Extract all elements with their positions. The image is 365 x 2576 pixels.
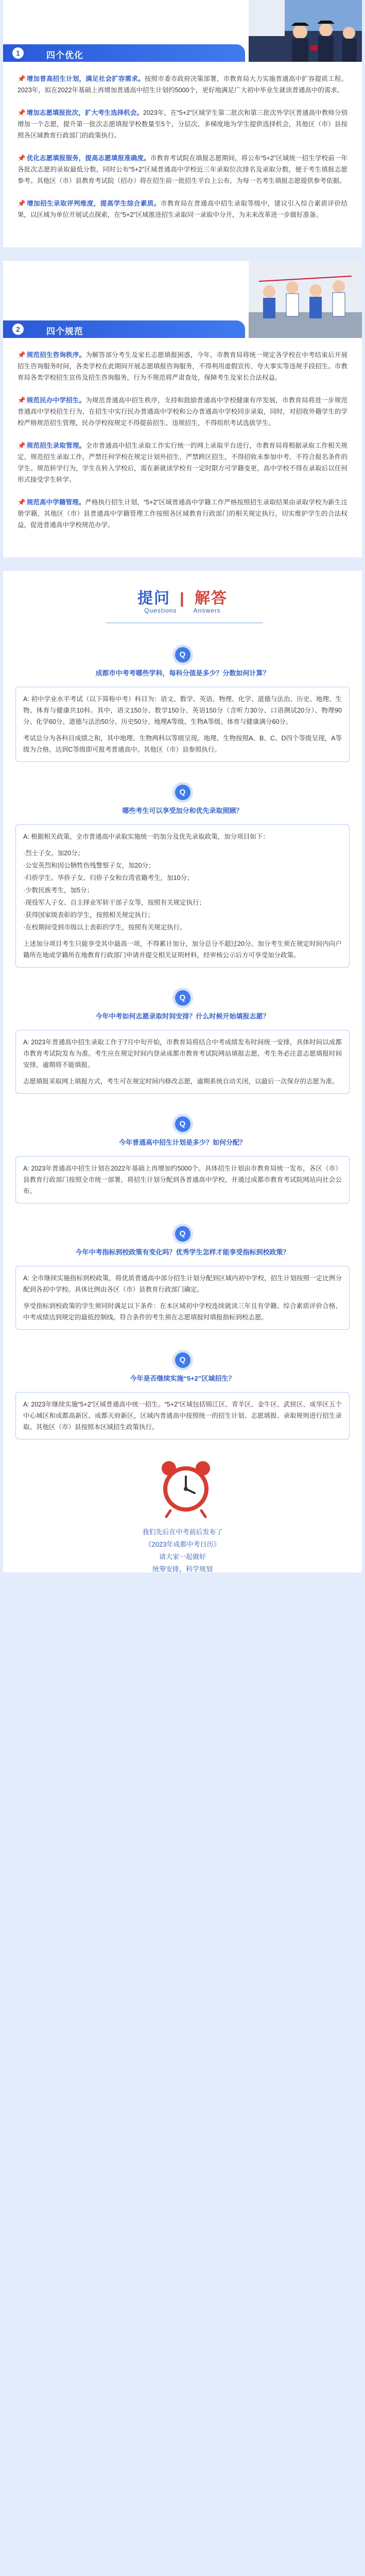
question-icon: Q bbox=[175, 785, 190, 800]
footer-line: 统筹安排，科学规划 bbox=[152, 1565, 213, 1573]
question-icon: Q bbox=[175, 1116, 190, 1132]
spacer bbox=[0, 247, 365, 261]
answer-box bbox=[15, 1266, 350, 1330]
policy-text: 为规范普通高中招生秩序，支持和鼓励普通高中学校健康有序发展，市教育局将进一步规范普通高中学校招生行为，在招生中实行民办普通高中学校和公办普通高中学校同步录取，同时，对招收外籍学生的学校严格规范招生管理，民办学校按规定不得提前招生、违规招生，不得组织考试选拔学生。 bbox=[18, 397, 347, 427]
policy-text: 全市普通高中招生录取工作实行统一的网上录取平台进行，市教育局将根据录取工作相关规定，规范招生录取工作，严禁任何学校在规定计划外招生，严禁跨区招生，不得招收未参加中考、不符合报名条件的学生。规范转学行为，学生在转入学校后，需在新就读学校有一定时限方可学籍变更，高中学校不得在录取后以任何形式接受学生转学。 bbox=[18, 442, 347, 483]
answer-paragraph: A: 2023年继续实施“5+2”区域普通高中统一招生。“5+2”区域包括锦江区、青羊区、金牛区、武侯区、成华区五个中心城区和成都高新区、成都天府新区，区域内普通高中按照统一的招生计划、志愿填报、录取规则进行招生录取。其他区（市）县按照本区域招生政策执行。 bbox=[23, 1401, 342, 1431]
qa-title bbox=[3, 585, 362, 608]
pin-icon: 📌 bbox=[18, 499, 26, 506]
policy-lead: 规范高中学籍管理。 bbox=[26, 499, 85, 506]
answer-paragraph: A: 根据相关政策，全市普通高中录取实施统一的加分及优先录取政策，加分项目如下： bbox=[23, 833, 269, 840]
section-body-1 bbox=[3, 62, 362, 247]
section-header-2 bbox=[3, 261, 362, 338]
answer-paragraph: A: 初中学业水平考试（以下简称中考）科目为：语文、数学、英语、物理、化学、道德与法治、历史、地理、生物、体育与健康共10科。其中，语文150分、数学150分、英语150分（含听力30分、口语测试20分）、物理90分、化学60分、道德与法治50分、历史50分、地理A等级、生物A等级。体育与健康满分60分。 bbox=[23, 696, 342, 725]
policy-lead: 增加普高招生计划，满足社会扩容需求。 bbox=[26, 75, 145, 82]
policy-text: 为解答部分考生及家长志愿填报困惑，今年，市教育局将统一规定各学校在中考结束后开展招生咨询服务时间，各类学校在此期间开展志愿填报咨询服务，不得利用虚假宣传、夸大事实等违规手段招生。市教育局各类学校招生宣传及招生咨询服务，行为不规范将严肃查处，保障考生及家长合法权益。 bbox=[18, 351, 347, 381]
answer-bullet: ·烈士子女，加20分； bbox=[23, 850, 84, 857]
pin-icon: 📌 bbox=[18, 155, 26, 162]
policy-lead: 增加招生录取评判维度，提高学生综合素质。 bbox=[27, 200, 161, 207]
qa-title-left: 提问 bbox=[137, 590, 170, 607]
question-icon: Q bbox=[175, 990, 190, 1006]
qa-header bbox=[3, 571, 362, 638]
policy-lead: 规范招生咨询秩序。 bbox=[26, 351, 86, 359]
policy-item bbox=[18, 497, 347, 531]
pin-icon: 📌 bbox=[18, 351, 26, 359]
section-header-1 bbox=[3, 0, 362, 62]
section-card-1 bbox=[3, 0, 362, 247]
section-title: 四个规范 bbox=[46, 327, 83, 336]
policy-item bbox=[18, 198, 347, 221]
answer-bullet: ·现役军人子女、自主择业军转干部子女等，按照有关规定执行； bbox=[23, 899, 206, 906]
question-title: 哪些考生可以享受加分和优先录取照顾？ bbox=[122, 807, 243, 815]
pin-icon: 📌 bbox=[18, 200, 26, 207]
graduation-photo bbox=[249, 0, 362, 62]
section-card-2 bbox=[3, 261, 362, 557]
section-body-2 bbox=[3, 338, 362, 557]
section-number-badge: 2 bbox=[12, 324, 24, 335]
footer-line: 我们先后在中考前后发布了 bbox=[142, 1528, 223, 1536]
footer-line: 请大家一起做好 bbox=[159, 1553, 206, 1561]
pin-icon: 📌 bbox=[18, 397, 26, 404]
policy-text: 市教育考试院在填报志愿期间，将公布“5+2”区域统一招生学校前一年各批次志愿的录取最低分数，同时公布“5+2”区域普通高中学校近三年录取位次排名及录取分数，便于考生填报志愿参考。其他区（市）县教育考试院（招办）将在招生前一批招生平台上公布，为每一名考生填报志愿提供参考依据。 bbox=[18, 155, 347, 184]
qa-title-right: 解答 bbox=[195, 590, 228, 607]
divider-line bbox=[106, 622, 263, 623]
question-icon: Q bbox=[175, 1226, 190, 1242]
question-title: 今年普通高中招生计划是多少？如何分配？ bbox=[118, 1139, 246, 1146]
question-title: 今年中考指标到校政策有变化吗？优秀学生怎样才能享受指标到校政策？ bbox=[75, 1248, 290, 1256]
question-icon: Q bbox=[175, 1352, 190, 1368]
policy-lead: 优化志愿填报服务，提高志愿填报准确度。 bbox=[26, 155, 150, 162]
alarm-clock-icon bbox=[158, 1457, 214, 1521]
answer-box bbox=[15, 1030, 350, 1094]
policy-item bbox=[18, 73, 347, 96]
policy-item bbox=[18, 440, 347, 485]
question-title: 成都市中考考哪些学科，每科分值是多少？分数如何计算？ bbox=[95, 669, 270, 677]
footer-line: 《2023年成都中考日历》 bbox=[145, 1540, 220, 1548]
section-number-badge: 1 bbox=[12, 47, 24, 59]
policy-text: 2023年，在“5+2”区域学生第二批次和第三批次外学区普通高中教师分别增加一个志愿，提升第一批次志愿填报学校数量至5个，分层次、多梯度地为学生提供选择机会，其他区（市）县按照各区域教育行政部门的政策执行。 bbox=[18, 109, 347, 139]
answer-paragraph: A: 全市继续实施指标到校政策，将优质普通高中部分招生计划分配到区域内初中学校，招生计划按照一定比例分配到各初中学校。具体比例由各区（市）县教育行政部门确定。 bbox=[23, 1275, 342, 1293]
policy-item bbox=[18, 395, 347, 429]
qa-item bbox=[3, 775, 362, 981]
spacer bbox=[0, 557, 365, 571]
qa-item bbox=[3, 1107, 362, 1217]
pin-icon: 📌 bbox=[18, 109, 26, 116]
students-photo bbox=[249, 261, 362, 338]
policy-lead: 规范招生录取管理。 bbox=[26, 442, 86, 449]
answer-bullet: ·获得国家级表彰的学生，按照相关规定执行； bbox=[23, 911, 154, 919]
policy-item bbox=[18, 107, 347, 141]
answer-box bbox=[15, 687, 350, 762]
footer-text bbox=[3, 1526, 362, 1575]
qa-item bbox=[3, 981, 362, 1107]
policy-item bbox=[18, 349, 347, 383]
answer-box bbox=[15, 824, 350, 968]
answer-bullet: ·少数民族考生，加5分； bbox=[23, 887, 94, 894]
policy-lead: 增加志愿填报批次，扩大考生选择机会。 bbox=[26, 109, 144, 116]
policy-text: 按照市委市政府决策部署，市教育局大力实施普通高中扩容提质工程。2023年，拟在2022年基础上再增加普通高中招生计划约5000个，更好地满足广大初中毕业生就读普通高中的需求。 bbox=[18, 75, 347, 94]
answer-paragraph: 考试总分为各科目成绩之和，其中地理、生物两科以等级呈现。地理、生物按照A、B、C、D四个等级呈现，A等级为合格，达到C等级即可报考普通高中。其他区（市）县参照执行。 bbox=[23, 735, 342, 753]
policy-item bbox=[18, 152, 347, 187]
pin-icon: 📌 bbox=[18, 75, 26, 82]
qa-en-left: Questions bbox=[144, 607, 177, 614]
question-title: 今年是否继续实施“5+2”区域招生？ bbox=[130, 1375, 235, 1382]
question-title: 今年中考如何志愿录取时间安排？什么时候开始填报志愿？ bbox=[95, 1012, 270, 1020]
answer-box bbox=[15, 1392, 350, 1439]
policy-lead: 规范民办中学招生。 bbox=[26, 397, 86, 404]
answer-bullet: ·公安英烈和因公牺牲伤残警察子女，加20分； bbox=[23, 862, 155, 869]
section-title: 四个优化 bbox=[46, 50, 83, 60]
answer-bullet: ·归侨学生、华侨子女、归侨子女和台湾省籍考生，加10分； bbox=[23, 874, 194, 882]
qa-subtitle bbox=[3, 607, 362, 614]
question-icon: Q bbox=[175, 647, 190, 663]
qa-en-right: Answers bbox=[193, 607, 221, 614]
section-banner-2 bbox=[3, 320, 245, 338]
answer-paragraph: 享受指标到校政策的学生须同时满足以下条件：在本区域初中学校连续就读三年且有学籍、综合素质评价合格、中考成绩达到规定的最低控制线。符合条件的考生须在志愿填报时填报指标到校志愿。 bbox=[23, 1302, 342, 1321]
qa-item bbox=[3, 1343, 362, 1453]
qa-divider-icon: | bbox=[180, 590, 185, 607]
qa-item bbox=[3, 638, 362, 775]
answer-paragraph: 上述加分项目考生只能享受其中最高一项，不得累计加分，加分总分不超过20分。加分考生须在规定时间内向户籍所在地或学籍所在地教育行政部门申请并提交相关证明材料，经审核公示后方可享受加分政策。 bbox=[23, 940, 342, 959]
answer-paragraph: 志愿填报采取网上填报方式，考生可在规定时间内修改志愿，逾期系统自动关闭，以最后一次保存的志愿为准。 bbox=[23, 1078, 339, 1085]
section-banner-1 bbox=[3, 44, 245, 62]
policy-text: 市教育局在普通高中招生录取等级中，建议引入综合素质评价结果，以区域为单位开展试点探索，在“5+2”区域推进招生录取同一录取中分开，为未来改革进一步做好准备。 bbox=[18, 200, 347, 218]
answer-bullet: ·在校期间受到市级以上表彰的学生，按照有关规定执行。 bbox=[23, 924, 186, 931]
answer-paragraph: A: 2023年普通高中招生录取工作于7月中旬开始，市教育局将结合中考成绩发布时间统一安排，具体时间以成都市教育考试院发布为准。考生应在规定时间内登录成都市教育考试院网站填报志愿，考生务必注意志愿填报时间安排，逾期将不能填报。 bbox=[23, 1039, 342, 1069]
answer-paragraph: A: 2023年普通高中招生计划在2022年基础上再增加约5000个。具体招生计划由市教育局统一发布，各区（市）县教育行政部门按照全市统一部署，将招生计划分配到各普通高中学校，并通过成都市教育考试院网站向社会公布。 bbox=[23, 1165, 342, 1195]
qa-item bbox=[3, 1217, 362, 1343]
answer-box bbox=[15, 1156, 350, 1204]
footer bbox=[3, 1453, 362, 1572]
pin-icon: 📌 bbox=[18, 442, 26, 449]
policy-text: 严格执行招生计划，“5+2”区域普通高中学籍工作严格按照招生录取结果由录取学校为新生注册学籍，其他区（市）县普通高中学籍管理工作按照各区域教育行政部门的相关规定执行，切实维护学生的合法权益，促进普通高中学校规范办学。 bbox=[18, 499, 347, 529]
